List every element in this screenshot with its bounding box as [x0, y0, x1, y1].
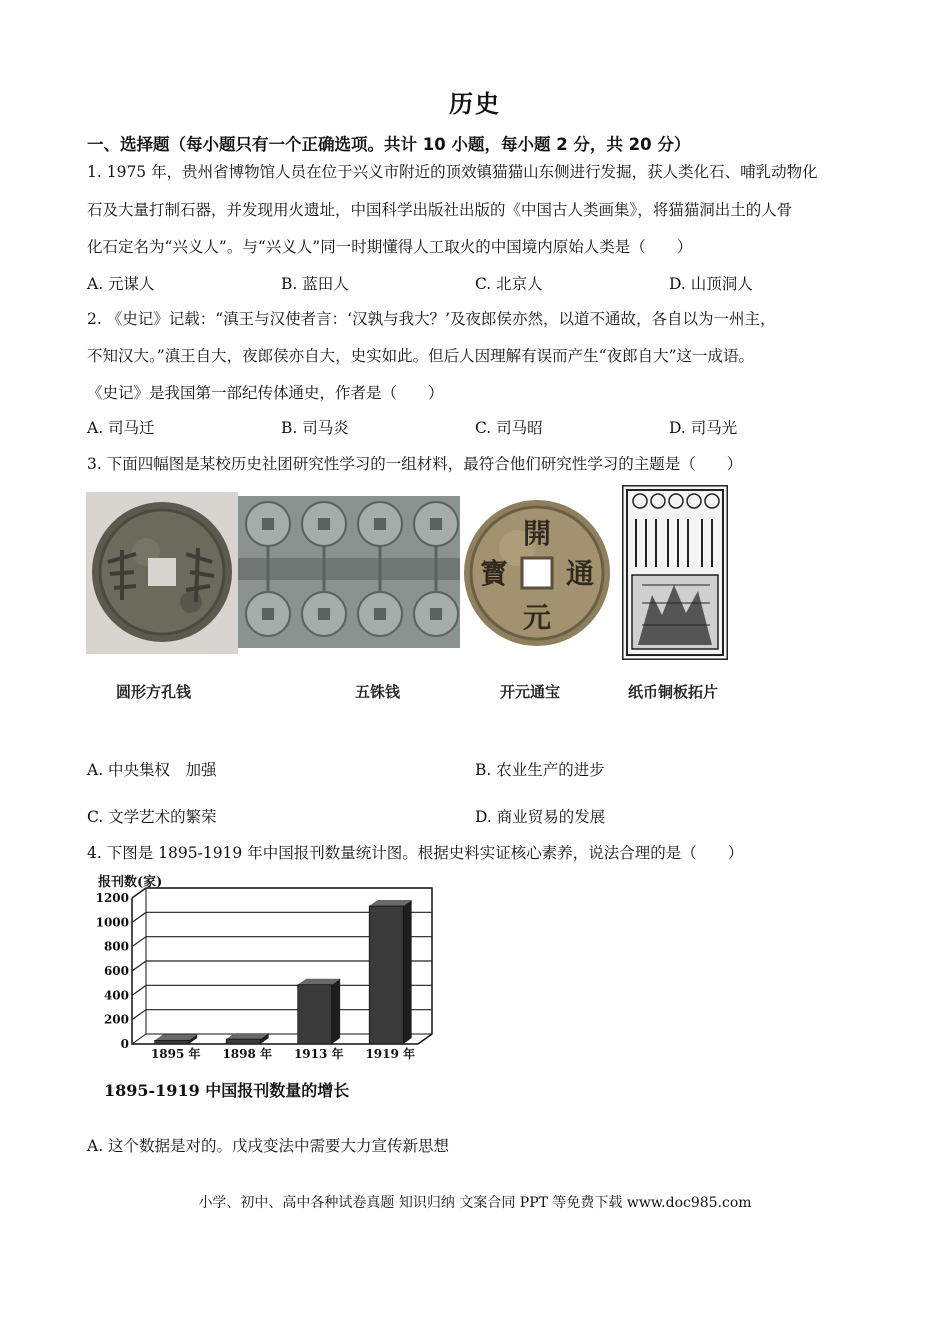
- chart-y-tick: 1200: [95, 891, 129, 905]
- coin-char-bottom: 元: [522, 601, 552, 634]
- caption-kaiyuan: 开元通宝: [500, 683, 561, 701]
- q3-stem: 3. 下面四幅图是某校历史社团研究性学习的一组材料，最符合他们研究性学习的主题是（ ）: [87, 455, 743, 473]
- caption-paper-money: 纸币铜板拓片: [628, 683, 719, 701]
- q2-option-d: D. 司马光: [669, 419, 738, 437]
- wuzhu-coin-mold-image: [238, 496, 460, 648]
- chart-y-tick: 800: [103, 939, 129, 954]
- page-title: 历史: [449, 90, 501, 118]
- chart-gridline: [132, 888, 432, 898]
- chart-y-axis-label: 报刊数(家): [98, 875, 163, 890]
- caption-round-coin: 圆形方孔钱: [116, 683, 192, 701]
- q1-line-3: 化石定名为“兴义人”。与“兴义人”同一时期懂得人工取火的中国境内原始人类是（ ）: [87, 238, 693, 256]
- q3-option-d: D. 商业贸易的发展: [475, 808, 606, 826]
- q3-option-c: C. 文学艺术的繁荣: [87, 808, 217, 826]
- chart-title: 1895-1919 中国报刊数量的增长: [104, 1081, 350, 1100]
- coin-char-left: 寳: [479, 557, 509, 590]
- q2-line-2: 不知汉大。”滇王自大，夜郎侯亦自大，史实如此。但后人因理解有误而产生“夜郎自大”这一成语。: [87, 347, 755, 365]
- q4-stem: 4. 下图是 1895-1919 年中国报刊数量统计图。根据史料实证核心素养，说法合理的是（ ）: [87, 844, 744, 862]
- chart-bar: [226, 1039, 260, 1044]
- chart-bar: [155, 1040, 189, 1044]
- chart-bar: [369, 906, 403, 1044]
- page-footer: 小学、初中、高中各种试卷真题 知识归纳 文案合同 PPT 等免费下载 www.doc985.com: [198, 1195, 752, 1211]
- caption-wuzhu: 五铢钱: [355, 683, 401, 701]
- q2-line-1: 2. 《史记》记载：“滇王与汉使者言：‘汉孰与我大？’及夜郎侯亦然，以道不通故，各自以为一州主，: [87, 310, 776, 328]
- q1-option-b: B. 蓝田人: [281, 275, 349, 293]
- chart-bar-side: [403, 900, 411, 1044]
- section-heading: 一、选择题（每小题只有一个正确选项。共计 10 小题，每小题 2 分，共 20 分）: [87, 135, 691, 154]
- chart-y-tick: 200: [103, 1012, 129, 1027]
- q3-option-a: A. 中央集权 加强: [87, 761, 217, 779]
- q1-option-d: D. 山顶洞人: [669, 275, 753, 293]
- chart-floor-side-edge: [132, 1034, 146, 1044]
- chart-y-tick: 400: [103, 988, 129, 1003]
- coin-char-top: 開: [522, 517, 552, 550]
- q1-line-1: 1. 1975 年，贵州省博物馆人员在位于兴义市附近的顶效镇猫猫山东侧进行发掘，获人类化石、哺乳动物化: [87, 163, 818, 181]
- chart-x-tick: 1919 年: [365, 1047, 416, 1061]
- round-square-hole-coin-image: [86, 492, 238, 654]
- newspaper-count-bar-chart: [90, 868, 440, 1108]
- q2-option-a: A. 司马迁: [87, 419, 155, 437]
- chart-bar: [298, 985, 332, 1044]
- q1-option-c: C. 北京人: [475, 275, 543, 293]
- chart-x-tick-labels: [151, 1046, 415, 1061]
- chart-bar-side: [332, 979, 340, 1044]
- q2-line-3: 《史记》是我国第一部纪传体通史，作者是（ ）: [87, 384, 444, 402]
- paper-money-plate-rubbing-image: [622, 485, 728, 660]
- q2-option-b: B. 司马炎: [281, 419, 349, 437]
- q3-option-b: B. 农业生产的进步: [475, 761, 605, 779]
- q1-option-a: A. 元谋人: [87, 275, 155, 293]
- chart-bars: [155, 900, 412, 1044]
- kaiyuan-tongbao-coin-image: [462, 493, 612, 653]
- coin-char-right: 通: [565, 557, 595, 590]
- chart-y-tick: 600: [103, 964, 129, 978]
- chart-x-tick: 1895 年: [150, 1047, 201, 1061]
- chart-x-tick: 1898 年: [222, 1047, 273, 1061]
- chart-y-tick: 1000: [95, 915, 129, 930]
- chart-y-tick-labels: [96, 891, 129, 1051]
- chart-y-tick: 0: [120, 1037, 129, 1051]
- q4-option-a: A. 这个数据是对的。戊戌变法中需要大力宣传新思想: [87, 1137, 450, 1155]
- chart-x-tick: 1913 年: [293, 1047, 344, 1061]
- q1-line-2: 石及大量打制石器，并发现用火遗址，中国科学出版社出版的《中国古人类画集》，将猫猫洞出土的人骨: [87, 201, 793, 219]
- q2-option-c: C. 司马昭: [475, 419, 543, 437]
